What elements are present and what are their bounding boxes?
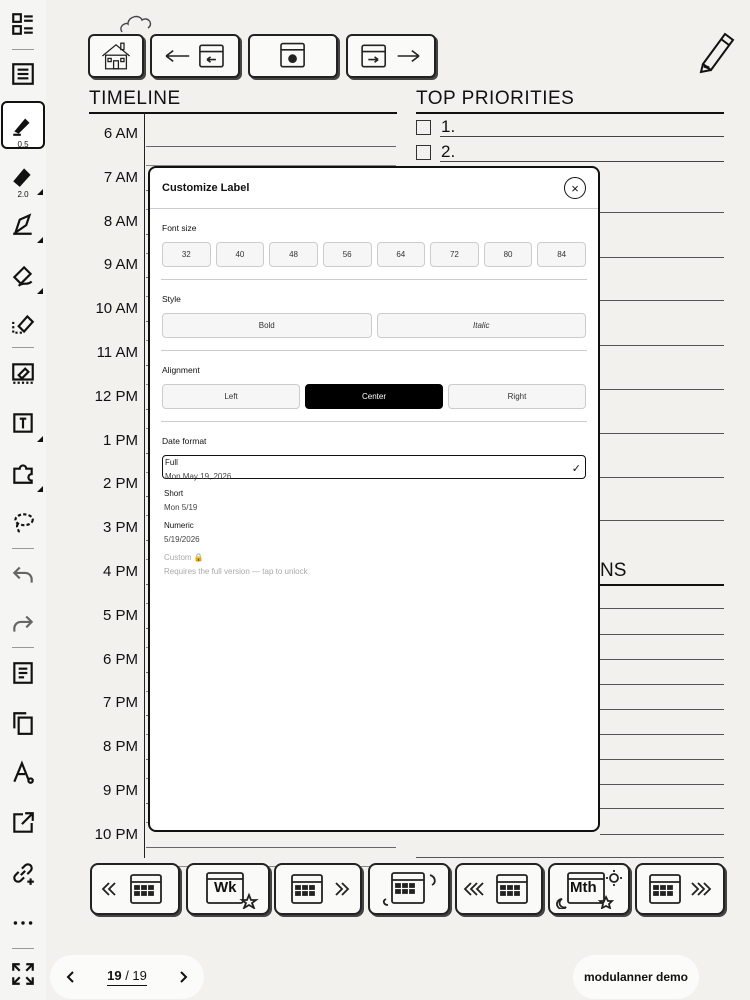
hour-label: 9 PM bbox=[102, 782, 138, 799]
current-page: 19 bbox=[107, 968, 122, 983]
hour-label: 10 AM bbox=[95, 300, 138, 318]
hour-line bbox=[146, 146, 396, 147]
hour-label: 12 PM bbox=[94, 387, 138, 405]
calendar-triple-rewind-icon bbox=[459, 869, 539, 909]
next-month-button[interactable] bbox=[635, 863, 725, 915]
font-size-option[interactable]: 80 bbox=[484, 242, 533, 267]
format-sample: Mon 5/19 bbox=[164, 503, 198, 512]
customize-label-dialog bbox=[148, 166, 600, 832]
lock-icon: 🔒 bbox=[193, 553, 204, 562]
format-sample: Requires the full version — tap to unlock bbox=[164, 567, 308, 576]
house-icon bbox=[96, 40, 136, 72]
bold-button[interactable]: Bold bbox=[162, 313, 372, 338]
checkbox-icon[interactable] bbox=[416, 145, 431, 160]
check-icon: ✓ bbox=[571, 463, 581, 475]
font-size-option[interactable]: 84 bbox=[537, 242, 586, 267]
home-button[interactable] bbox=[88, 34, 144, 78]
week-label: Wk bbox=[214, 879, 237, 896]
hour-label: 11 AM bbox=[96, 344, 138, 361]
date-format-short[interactable] bbox=[162, 487, 586, 511]
left-toolbar bbox=[0, 0, 46, 1000]
hour-label: 8 AM bbox=[103, 212, 138, 230]
format-name: Short bbox=[164, 489, 184, 498]
date-format-label: Date format bbox=[162, 436, 207, 446]
notes-heading-partial: NS bbox=[600, 560, 627, 581]
lasso-eraser-icon[interactable] bbox=[2, 303, 44, 345]
hour-label: 9 AM bbox=[103, 256, 138, 274]
font-size-options bbox=[162, 242, 586, 267]
fullscreen-icon[interactable] bbox=[2, 953, 44, 995]
undo-icon[interactable] bbox=[2, 553, 44, 595]
previous-day-button[interactable] bbox=[150, 34, 240, 78]
link-icon[interactable] bbox=[2, 852, 44, 894]
align-center-button[interactable]: Center bbox=[305, 384, 443, 409]
page-separator: / bbox=[121, 968, 133, 983]
date-format-custom[interactable] bbox=[162, 551, 586, 575]
marker-size-label: 2.0 bbox=[17, 190, 29, 199]
priorities-title: TOP PRIORITIES bbox=[416, 88, 575, 109]
share-icon[interactable] bbox=[2, 802, 44, 844]
hour-label: 7 AM bbox=[103, 168, 138, 186]
format-name: Full bbox=[165, 458, 178, 467]
dialog-title: Customize Label bbox=[162, 182, 250, 194]
hour-label: 7 PM bbox=[102, 694, 138, 712]
priority-number: 2. bbox=[441, 142, 456, 161]
hour-label: 2 PM bbox=[102, 475, 138, 493]
text-box-icon[interactable] bbox=[2, 402, 44, 444]
align-right-button[interactable]: Right bbox=[448, 384, 586, 409]
align-left-button[interactable]: Left bbox=[162, 384, 300, 409]
chevron-left-icon[interactable] bbox=[64, 970, 78, 984]
priority-item[interactable] bbox=[416, 117, 455, 137]
font-size-option[interactable]: 48 bbox=[269, 242, 318, 267]
hour-label: 3 PM bbox=[102, 519, 138, 537]
hour-label: 8 PM bbox=[102, 738, 138, 756]
clear-icon[interactable] bbox=[2, 352, 44, 394]
font-size-option[interactable]: 72 bbox=[430, 242, 479, 267]
calendar-fast-forward-icon bbox=[278, 869, 358, 909]
more-icon[interactable] bbox=[2, 902, 44, 944]
format-name: Custom bbox=[164, 553, 192, 562]
alignment-label: Alignment bbox=[162, 365, 200, 375]
marker-tool-button[interactable] bbox=[2, 155, 44, 197]
font-size-option[interactable]: 64 bbox=[377, 242, 426, 267]
demo-badge[interactable]: modulanner demo bbox=[573, 955, 699, 999]
format-sample: Mon May 19, 2026 bbox=[165, 472, 232, 481]
layout-icon[interactable] bbox=[2, 3, 44, 45]
font-size-option[interactable]: 56 bbox=[323, 242, 372, 267]
smoke-icon bbox=[118, 12, 154, 36]
hour-label: 1 PM bbox=[102, 431, 138, 449]
date-format-full[interactable] bbox=[162, 455, 586, 479]
page-navigator bbox=[50, 955, 204, 999]
timeline-divider bbox=[144, 113, 145, 858]
calendar-forward-icon bbox=[355, 40, 426, 72]
total-pages: 19 bbox=[132, 968, 147, 983]
month-view-button[interactable] bbox=[548, 863, 630, 915]
next-week-button[interactable] bbox=[274, 863, 362, 915]
page-indicator[interactable] bbox=[107, 968, 147, 986]
calendar-rewind-icon bbox=[95, 869, 175, 909]
timeline-title: TIMELINE bbox=[89, 88, 181, 109]
close-icon[interactable]: × bbox=[564, 177, 586, 199]
marker-icon bbox=[10, 163, 36, 189]
hour-label: 10 PM bbox=[94, 825, 138, 843]
priority-item[interactable] bbox=[416, 142, 455, 162]
next-day-button[interactable] bbox=[346, 34, 436, 78]
week-view-button[interactable] bbox=[186, 863, 270, 915]
pencil-icon[interactable] bbox=[695, 26, 737, 74]
calendar-today-icon bbox=[257, 40, 328, 72]
pen-size-label: 0.5 bbox=[17, 140, 29, 149]
copy-icon[interactable] bbox=[2, 702, 44, 744]
this-week-button[interactable] bbox=[368, 863, 450, 915]
hour-label: 6 AM bbox=[103, 125, 138, 142]
previous-week-button[interactable] bbox=[90, 863, 180, 915]
lasso-icon[interactable] bbox=[2, 502, 44, 544]
month-label: Mth bbox=[570, 879, 597, 896]
font-icon[interactable] bbox=[2, 752, 44, 794]
brush-icon[interactable] bbox=[2, 203, 44, 245]
format-name: Numeric bbox=[164, 521, 194, 530]
font-size-label: Font size bbox=[162, 223, 197, 233]
font-size-option[interactable]: 40 bbox=[216, 242, 265, 267]
pen-icon bbox=[10, 112, 36, 138]
page-icon[interactable] bbox=[2, 652, 44, 694]
date-format-numeric[interactable] bbox=[162, 519, 586, 543]
italic-button[interactable]: Italic bbox=[377, 313, 587, 338]
list-icon[interactable] bbox=[2, 53, 44, 95]
font-size-option[interactable]: 32 bbox=[162, 242, 211, 267]
redo-icon[interactable] bbox=[2, 602, 44, 644]
dialog-header bbox=[150, 168, 598, 209]
hour-line bbox=[146, 847, 396, 848]
today-button[interactable] bbox=[248, 34, 338, 78]
puzzle-icon[interactable] bbox=[2, 452, 44, 494]
style-label: Style bbox=[162, 294, 181, 304]
chevron-right-icon[interactable] bbox=[176, 970, 190, 984]
hour-label: 5 PM bbox=[102, 606, 138, 624]
hour-label: 4 PM bbox=[102, 563, 138, 580]
calendar-back-icon bbox=[159, 40, 230, 72]
hour-label: 6 PM bbox=[102, 650, 138, 668]
calendar-triple-forward-icon bbox=[640, 869, 720, 909]
checkbox-icon[interactable] bbox=[416, 120, 431, 135]
format-sample: 5/19/2026 bbox=[164, 535, 200, 544]
priority-number: 1. bbox=[441, 117, 456, 136]
eraser-icon[interactable] bbox=[2, 254, 44, 296]
calendar-cycle-icon bbox=[374, 869, 444, 909]
pen-tool-button[interactable] bbox=[1, 101, 45, 149]
previous-month-button[interactable] bbox=[455, 863, 543, 915]
